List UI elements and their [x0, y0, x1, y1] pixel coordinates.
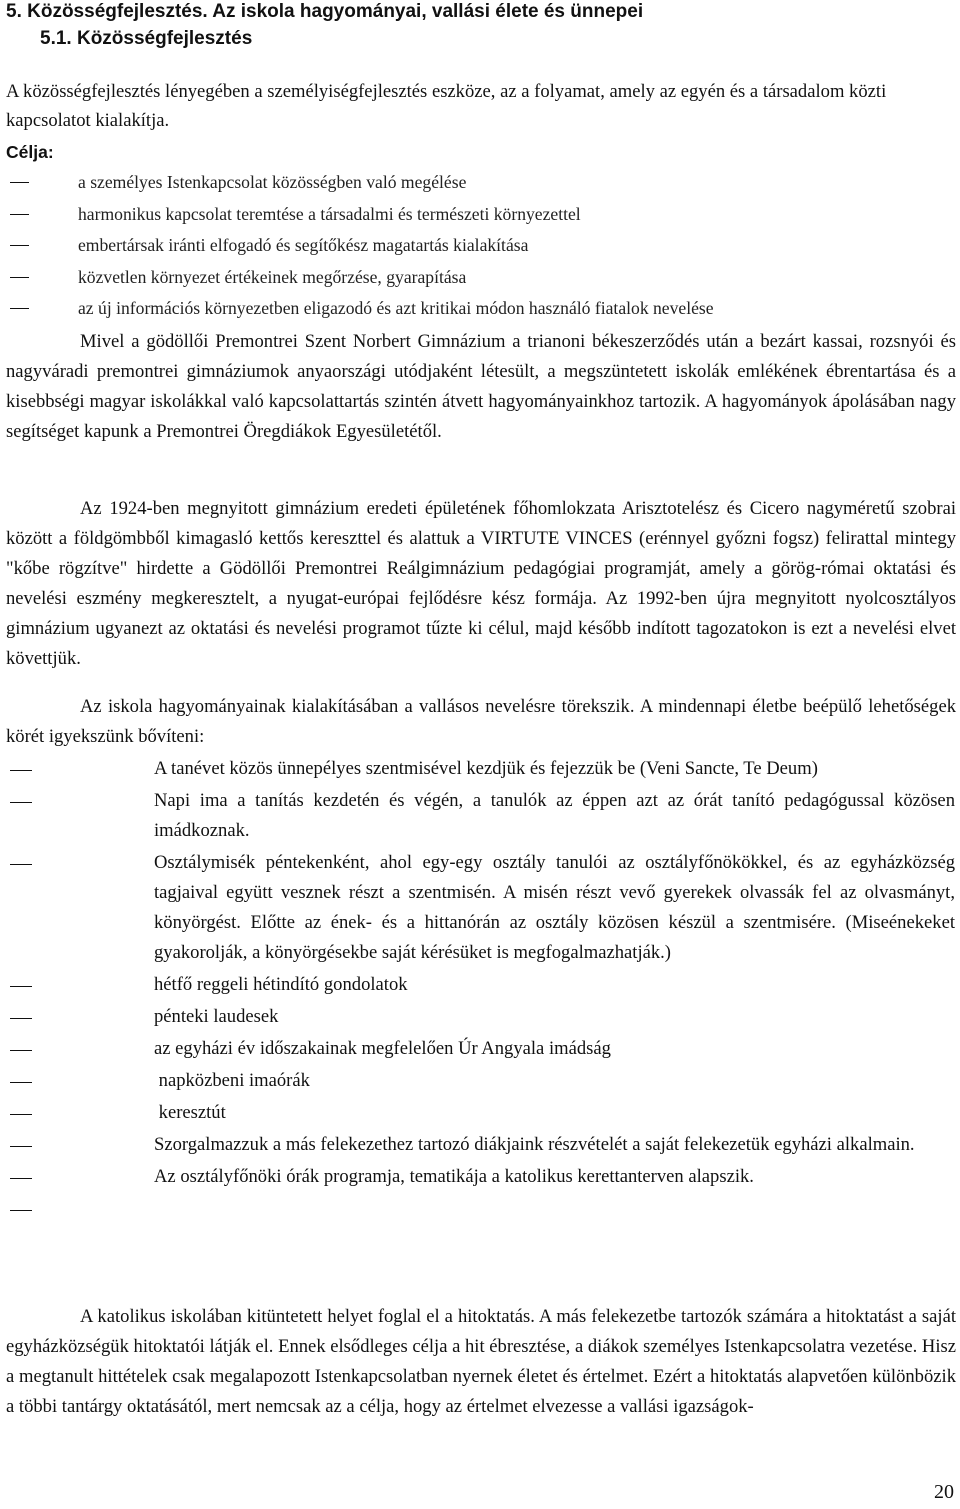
chapter-heading: 5. Közösségfejlesztés. Az iskola hagyományai, vallási élete és ünnepei [6, 1, 644, 22]
goal-text: az új információs környezetben eligazodó és azt kritikai módon használó fiatalok nevelése [78, 298, 714, 318]
practice-item [0, 970, 960, 1000]
goal-item [0, 262, 960, 294]
practice-item [0, 1002, 960, 1032]
practices-list [0, 754, 960, 1224]
dash-bullet-icon [10, 770, 32, 771]
practice-text: A tanévet közös ünnepélyes szentmisével kezdjük és fejezzük be (Veni Sancte, Te Deum) [154, 758, 818, 779]
goal-text: embertársak iránti elfogadó és segítőkész magatartás kialakítása [78, 235, 529, 255]
practice-item [0, 1034, 960, 1064]
practice-text: napközbeni imaórák [154, 1070, 310, 1091]
dash-bullet-icon [10, 1082, 32, 1083]
practice-text: Szorgalmazzuk a más felekezethez tartozó diákjaink részvételét a saját felekezetük egyházi alkalmain. [154, 1134, 915, 1155]
practice-item [0, 1066, 960, 1096]
practice-item-empty [0, 1194, 960, 1224]
goal-item [0, 293, 960, 325]
dash-bullet-icon [10, 1178, 32, 1179]
goal-text: a személyes Istenkapcsolat közösségben való megélése [78, 172, 467, 192]
page-number: 20 [934, 1481, 954, 1503]
dash-bullet-icon [10, 802, 32, 803]
practice-text: keresztút [154, 1102, 226, 1123]
goals-list [0, 167, 960, 325]
dash-bullet-icon [10, 1210, 32, 1211]
dash-bullet-icon [10, 986, 32, 987]
intro-paragraph: A közösségfejlesztés lényegében a személyiségfejlesztés eszköze, az a folyamat, amely az egyén és a társadalom közti kapcsolatot kialakítja. [6, 81, 887, 131]
dash-bullet-icon [10, 214, 29, 215]
dash-bullet-icon [10, 1146, 32, 1147]
goal-text: harmonikus kapcsolat teremtése a társadalmi és természeti környezettel [78, 203, 581, 224]
goal-item [0, 199, 960, 231]
practice-item [0, 1162, 960, 1192]
practice-item [0, 754, 960, 784]
section-heading: 5.1. Közösségfejlesztés [40, 28, 253, 49]
dash-bullet-icon [10, 1114, 32, 1115]
practice-item [0, 848, 960, 968]
practice-text: Napi ima a tanítás kezdetén és végén, a tanulók az éppen azt az órát tanító pedagógussal közösen imádkoznak. [154, 790, 955, 841]
goal-item [0, 167, 960, 199]
religious-education-paragraph: Az iskola hagyományainak kialakításában a vallásos nevelésre törekszik. A mindennapi életbe beépülő lehetőségek körét igyekszünk bővíteni: [6, 696, 956, 747]
goals-label: Célja: [6, 142, 54, 162]
dash-bullet-icon [10, 1050, 32, 1051]
dash-bullet-icon [10, 182, 29, 183]
practice-text: hétfő reggeli hétindító gondolatok [154, 974, 408, 995]
practice-item [0, 786, 960, 846]
building-history-paragraph: Az 1924-ben megnyitott gimnázium eredeti épületének főhomlokzata Arisztotelész és Cicero nagyméretű szobrai között a földgömbből kimagasló kettős kereszttel és alattuk a VIRTUTE VINCES (erénnyel győzni fogsz) felirattal mintegy "kőbe rögzítve" hirdette a Gödöllői Premontrei Reálgimnázium pedagógiai programját, amely a görög-római oktatási és nevelési eszmény megkeresztelt, a nyugat-európai fejlődésre kész formája. Az 1992-ben újra megnyitott nyolcosztályos gimnázium ugyanezt az oktatási és nevelési programot tűzte ki célul, majd később indított tagozatokon is ezt a nevelési elvet követtjük. [6, 498, 956, 669]
dash-bullet-icon [10, 864, 32, 865]
dash-bullet-icon [10, 1018, 32, 1019]
practice-text: pénteki laudesek [154, 1006, 279, 1027]
traditions-paragraph: Mivel a gödöllői Premontrei Szent Norbert Gimnázium a trianoni békeszerződés után a bezárt kassai, rozsnyói és nagyváradi premontrei gimnáziumok anyaországi utódjaként létesült, a megszüntetett iskolák emlékének ébrentartása és a kisebbségi magyar iskolákkal való kapcsolattartás szintén átvett hagyományainkhoz tartozik. A hagyományok ápolásában nagy segítséget kapunk a Premontrei Öregdiákok Egyesületétől. [6, 331, 956, 442]
dash-bullet-icon [10, 277, 29, 278]
practice-item [0, 1130, 960, 1160]
practice-text: az egyházi év időszakainak megfelelően Úr Angyala imádság [154, 1038, 611, 1059]
practice-item [0, 1098, 960, 1128]
dash-bullet-icon [10, 308, 29, 309]
goal-text: közvetlen környezet értékeinek megőrzése, gyarapítása [78, 266, 467, 287]
practice-text: Az osztályfőnöki órák programja, tematikája a katolikus kerettanterven alapszik. [154, 1166, 754, 1187]
dash-bullet-icon [10, 245, 29, 246]
practice-text: Osztálymisék péntekenként, ahol egy-egy osztály tanulói az osztályfőnökökkel, és az egyházközség tagjaival együtt vesznek részt a szentmisén. A misén részt vevő gyerekek olvassák fel az olvasmányt, könyörgést. Előtte az ének- és a hittanórán az osztály közösen készül a szentmisére. (Miseénekeket gyakorolják, a könyörgésekbe saját kérésüket is megfogalmazhatják.) [154, 852, 955, 963]
goal-item [0, 230, 960, 262]
catechesis-paragraph: A katolikus iskolában kitüntetett helyet foglal el a hitoktatás. A más felekezetbe tartozók számára a hitoktatást a saját egyházközségük hitoktatói látják el. Ennek elsődleges célja a hit ébresztése, a diákok személyes Istenkapcsolatra vezetése. Hisz a megtanult hittételek csak megalapozott Istenkapcsolatban nyernek életet és értelmet. Ezért a hitoktatás alapvetően különbözik a többi tantárgy oktatásától, mert nemcsak az a célja, hogy az értelmet elvezesse a vallási igazságok- [6, 1306, 956, 1417]
